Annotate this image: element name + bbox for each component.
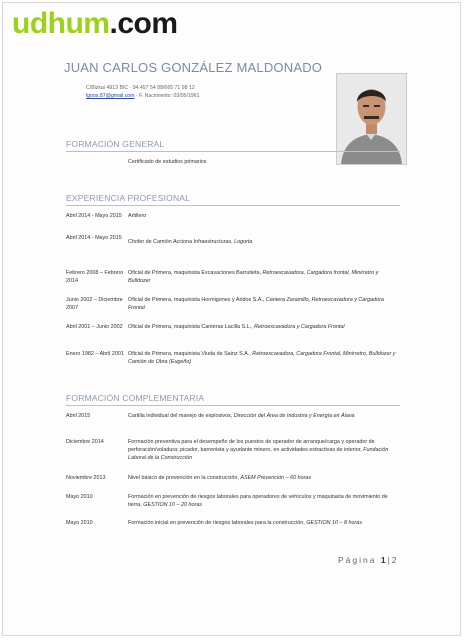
course-date: Noviembre 2013 xyxy=(66,475,106,481)
experience-description: Oficial de Primera, maquinista Hormigones y Aridos S.A., Cantera Zaramillo, Retroexcavadora y Cargadora Frontal xyxy=(128,297,384,311)
cv-name: JUAN CARLOS GONZÁLEZ MALDONADO xyxy=(64,60,323,75)
section-title-complementaria: FORMACIÓN COMPLEMENTARIA xyxy=(66,393,205,403)
watermark-logo xyxy=(12,8,178,40)
experience-date: Abril 2014 - Mayo 2015 xyxy=(66,235,122,241)
experience-description: Oficial de Primera, maquinista Canteras Lacilla S.L., Retroexcavadora y Cargadora Frontal xyxy=(128,324,345,330)
course-description: Formación en prevención de riesgos laborales para operadores de vehículos y maquinaria de movimiento de tierra, GESTION 10 – 20 horas xyxy=(128,494,388,508)
course-date: Diciembre 2014 xyxy=(66,439,104,445)
page-total: 2 xyxy=(391,555,399,565)
page-current: 1 xyxy=(380,555,388,565)
course-description: Formación preventiva para el desempeño de los puestos de operador de arranque/carga y operador de perforación/voladura; picador, barrenista y ayudante minero, en actividades extractivas de interior, Fundación Laboral de la Construcción xyxy=(128,439,389,461)
course-date: Mayo 2010 xyxy=(66,520,93,526)
course-description: Cartilla individual del manejo de explosivos, Dirección del Área de Industria y Energía en Álava xyxy=(128,413,355,419)
course-description: Formación inicial en prevención de riesgos laborales para la construcción, GESTION 10 – 8 horas xyxy=(128,520,363,526)
email-link[interactable]: lgoos.87@gmail.com xyxy=(86,93,135,99)
course-date: Mayo 2010 xyxy=(66,494,93,500)
experience-description: Chofer de Camión Acciona Infraestructuras, Logorta xyxy=(128,239,253,245)
section-title-formacion-general: FORMACIÓN GENERAL xyxy=(66,139,165,149)
experience-description: Oficial de Primera, maquinista Excavaciones Barrutieta, Retroexcavadora, Cargadora frontal, Minirretro y Bulldozer xyxy=(128,270,379,284)
course-date: Abril 2015 xyxy=(66,413,91,419)
experience-date: Junio 2002 – Diciembre 2007 xyxy=(66,297,123,311)
section-divider xyxy=(66,405,400,406)
contact-line: C/Bizkai 4913 BIC · 94 457 54 88/665 71 98 12 xyxy=(86,85,195,91)
section-divider xyxy=(66,151,400,152)
experience-date: Febrero 2008 – Febrero 2014 xyxy=(66,270,124,284)
course-description: Nivel básico de prevención en la construcción, ASEM Prevención – 60 horas xyxy=(128,475,312,481)
page-label: Página xyxy=(338,555,377,565)
watermark-part2: .com xyxy=(109,7,178,40)
contact-line-2 xyxy=(86,93,199,99)
experience-description: Artillero xyxy=(128,213,147,219)
formacion-general-text: Certificado de estudios primarios xyxy=(128,159,207,165)
section-title-experiencia: EXPERIENCIA PROFESIONAL xyxy=(66,193,191,203)
section-divider xyxy=(66,205,400,206)
experience-date: Abril 2001 – Junio 2002 xyxy=(66,324,123,330)
page-separator: | xyxy=(387,555,392,565)
birth-date: · F. Nacimiento: 03/05/1961 xyxy=(134,93,200,99)
experience-description: Oficial de Primera, maquinista Viuda de Sainz S.A., Retroexcavadora, Cargadora Frontal, Minirretro, Bulldozer y Camión de Obra (Eugeño) xyxy=(128,351,396,365)
page-number xyxy=(338,555,399,565)
watermark-part1: udhum xyxy=(12,7,110,40)
experience-date: Abril 2014 - Mayo 2015 xyxy=(66,213,122,219)
experience-date: Enero 1982 – Abril 2001 xyxy=(66,351,124,357)
